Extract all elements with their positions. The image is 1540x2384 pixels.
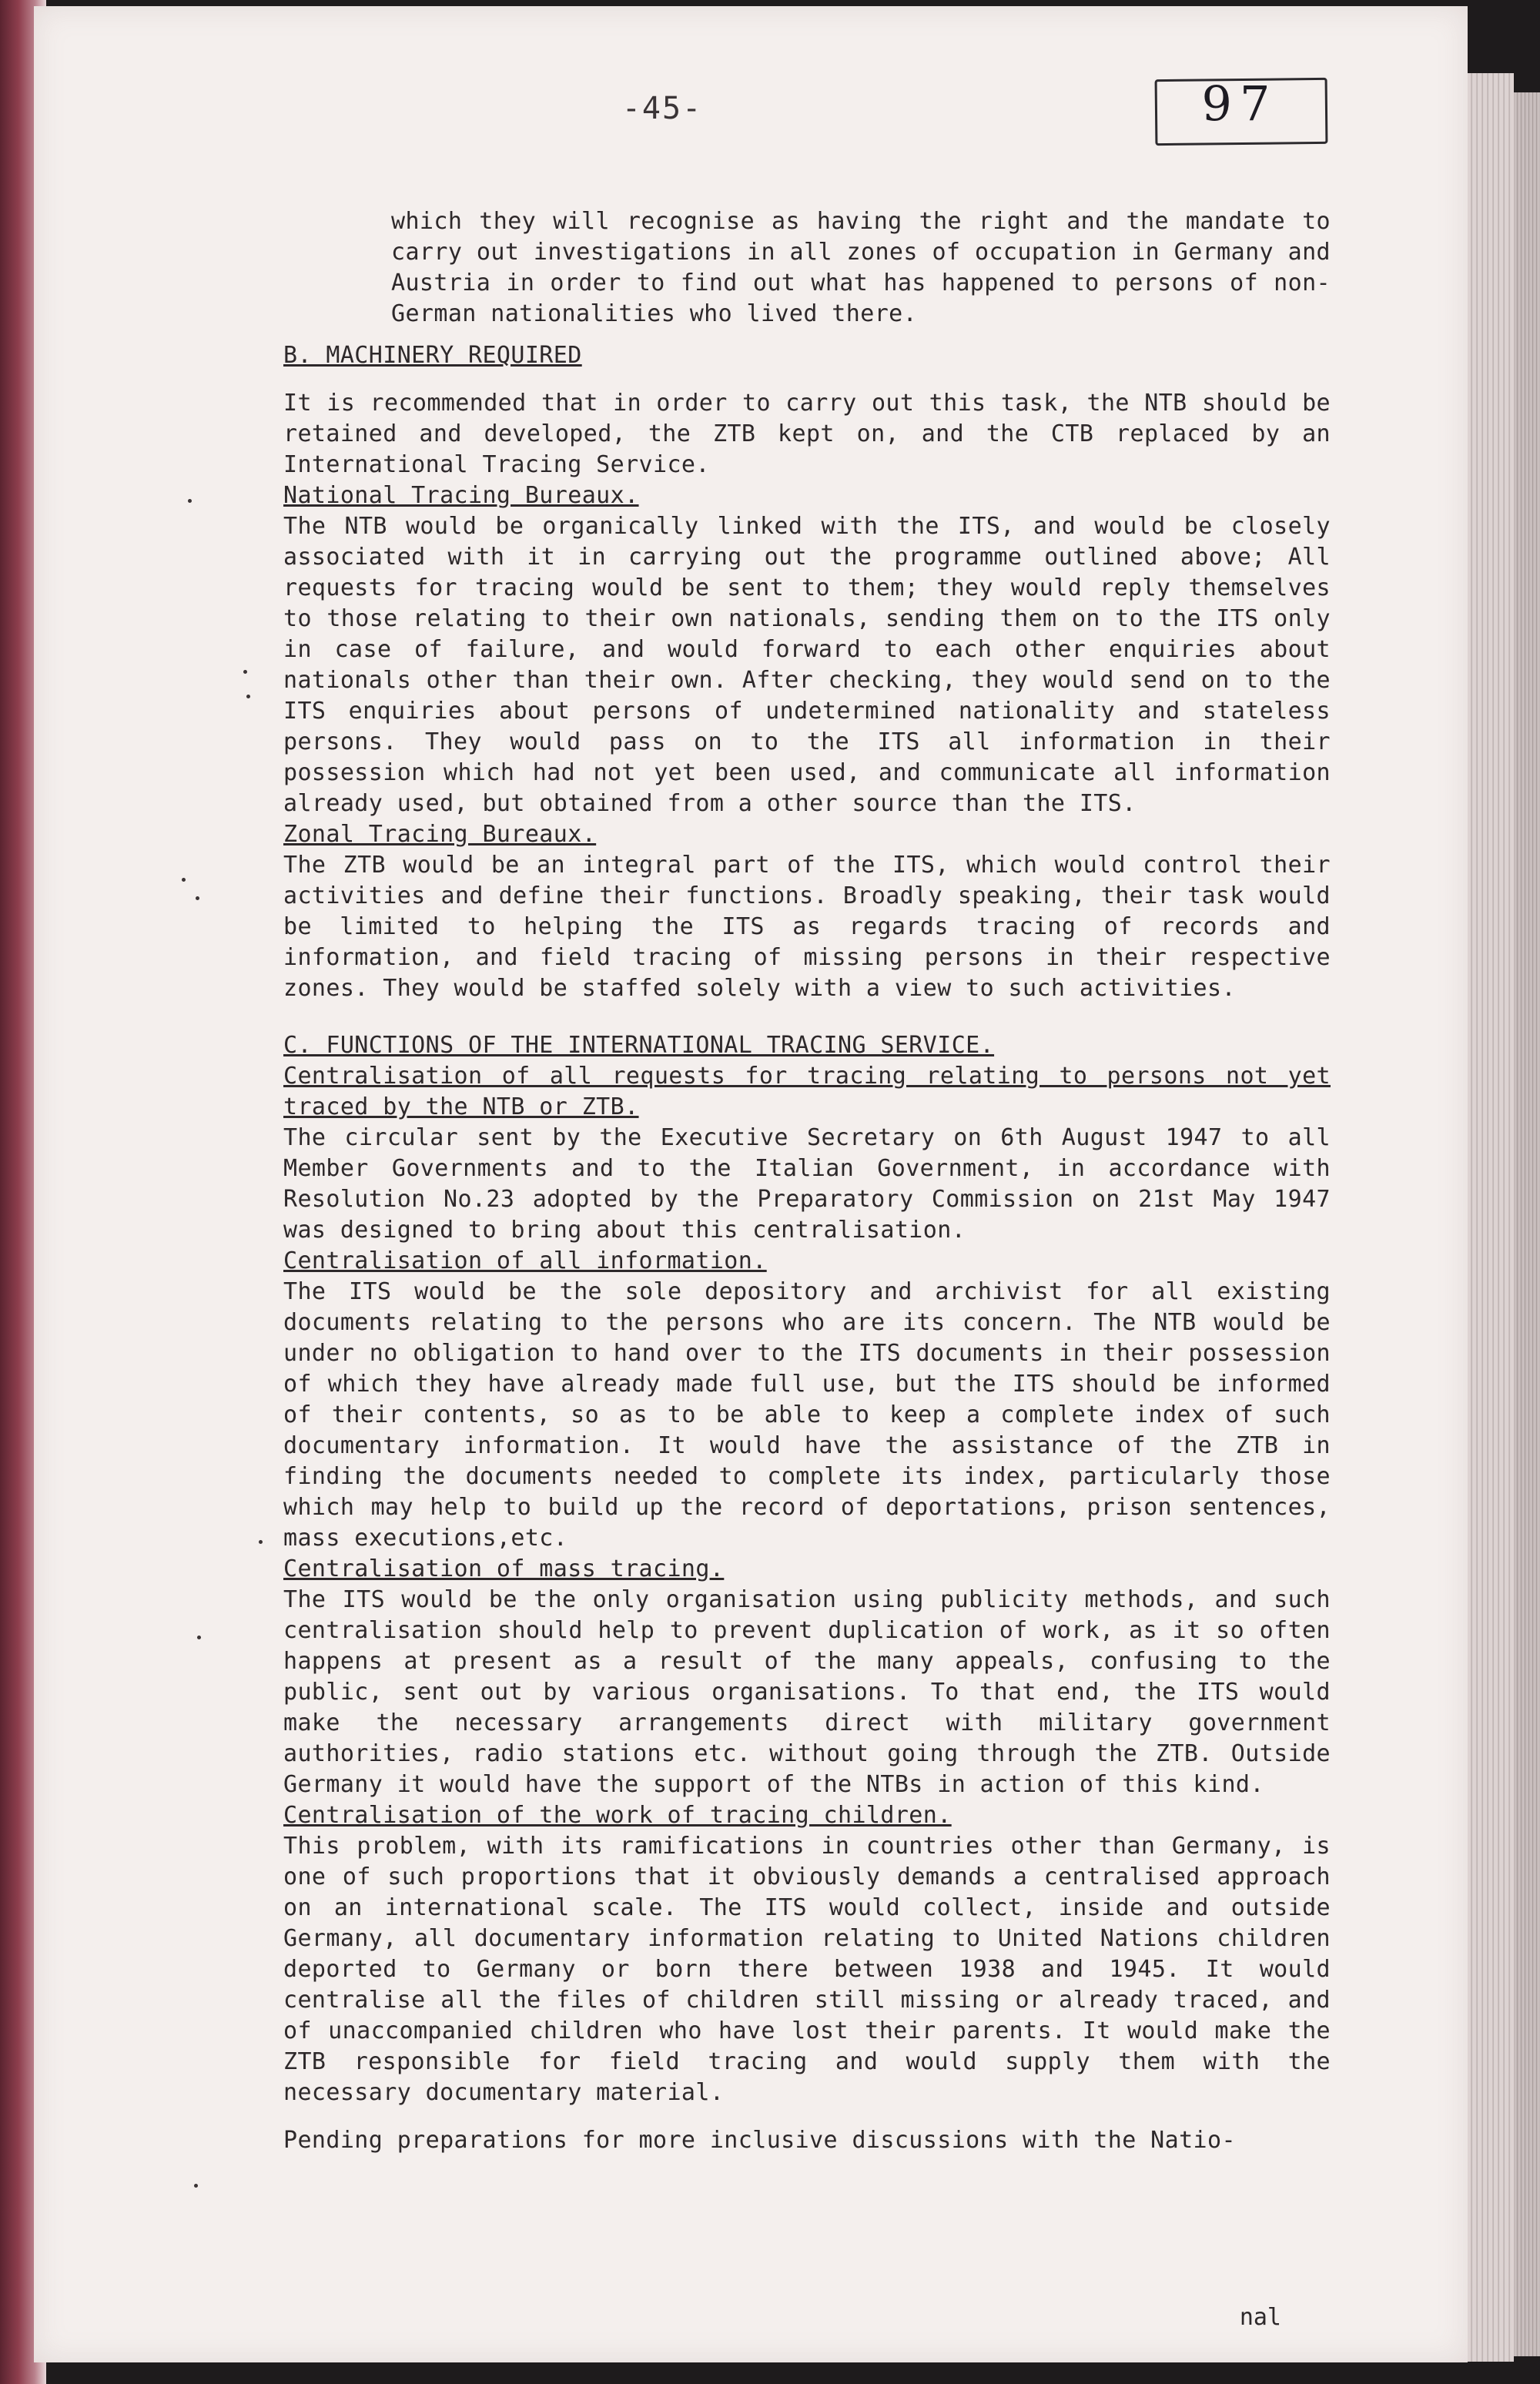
intro-paragraph: which they will recognise as having the right and the mandate to carry out investigations in all zones of occupation in Germany and Austria in order to find out what has happened to persons of non-German nationalities who lived there. [391,208,1331,327]
margin-mark [246,695,250,698]
margin-mark [182,878,186,882]
section-b-paragraph-2: The NTB would be organically linked with the ITS, and would be closely associated with it in carrying out the programme outlined above; All requests for tracing would be sent to them; they would reply themselves to those relating to their own nationals, sending them on to the ITS only in case of failure, and would forward to each other enquiries about nationals other than their own. After checking, they would send on to the ITS enquiries about persons of undetermined nationality and stateless persons. They would pass on to the ITS all information in their possession which had not yet been used, and communicate all information already used, but obtained from a other source than the ITS. [283,513,1331,817]
margin-mark [243,670,247,674]
subheading-centralisation-children: Centralisation of the work of tracing children. [283,1802,952,1829]
subheading-centralisation-mass-tracing: Centralisation of mass tracing. [283,1555,725,1582]
page-number: -45- [621,91,703,126]
margin-mark [196,896,199,900]
margin-mark [259,1540,263,1544]
margin-mark [197,1636,201,1639]
document-body [283,206,1331,2156]
margin-mark [188,499,192,503]
subheading-centralisation-information: Centralisation of all information. [283,1247,767,1274]
section-c-paragraph-4: This problem, with its ramifications in countries other than Germany, is one of such proportions that it obviously demands a centralised approach on an international scale. The ITS would collect, inside and outside Germany, all documentary information relating to United Nations children deported to Germany or born there between 1938 and 1945. It would centralise all the files of children still missing or already traced, and of unaccompanied children who have lost their parents. It would make the ZTB responsible for field tracing and would supply them with the necessary documentary material. [283,1833,1331,2106]
continuation-word: nal [1239,2304,1281,2331]
margin-mark [194,2184,198,2188]
subheading-zonal-tracing-bureaux: Zonal Tracing Bureaux. [283,821,597,848]
page-edges-outer [1514,92,1540,2356]
section-b-paragraph-3: The ZTB would be an integral part of the ITS, which would control their activities and define their functions. Broadly speaking, their task would be limited to helping the ITS as regards tracing of records and information, and field tracing of missing persons in their respective zones. They would be staffed solely with a view to such activities. [283,852,1331,1002]
page-edges [1468,73,1514,2362]
section-c-paragraph-3: The ITS would be the only organisation using publicity methods, and such centralisation should help to prevent duplication of work, as it so often happens at present as a result of the many appeals, confusing to the public, sent out by various organisations. To that end, the ITS would make the necessary arrangements direct with military government authorities, radio stations etc. without going through the ZTB. Outside Germany it would have the support of the NTBs in action of this kind. [283,1586,1331,1798]
section-c-paragraph-1: The circular sent by the Executive Secretary on 6th August 1947 to all Member Governments and to the Italian Government, in accordance with Resolution No.23 adopted by the Preparatory Commission on 21st May 1947 was designed to bring about this centralisation. [283,1124,1331,1244]
section-b-heading: B. MACHINERY REQUIRED [283,342,582,369]
subheading-national-tracing-bureaux: National Tracing Bureaux. [283,482,639,509]
section-c-paragraph-5: Pending preparations for more inclusive discussions with the Natio- [283,2127,1236,2154]
archive-stamp-number: 97 [1201,75,1278,132]
section-b-paragraph-1: It is recommended that in order to carry out this task, the NTB should be retained and developed, the ZTB kept on, and the CTB replaced by an International Tracing Service. [283,390,1331,478]
section-c-heading: C. FUNCTIONS OF THE INTERNATIONAL TRACING SERVICE. [283,1032,995,1059]
subheading-centralisation-requests: Centralisation of all requests for tracing relating to persons not yet traced by the NTB or ZTB. [283,1063,1331,1120]
section-c-paragraph-2: The ITS would be the sole depository and archivist for all existing documents relating to the persons who are its concern. The NTB would be under no obligation to hand over to the ITS documents in their possession of which they have already made full use, but the ITS should be informed of their contents, so as to be able to keep a complete index of such documentary information. It would have the assistance of the ZTB in finding the documents needed to complete its index, particularly those which may help to build up the record of deportations, prison sentences, mass executions,etc. [283,1278,1331,1552]
